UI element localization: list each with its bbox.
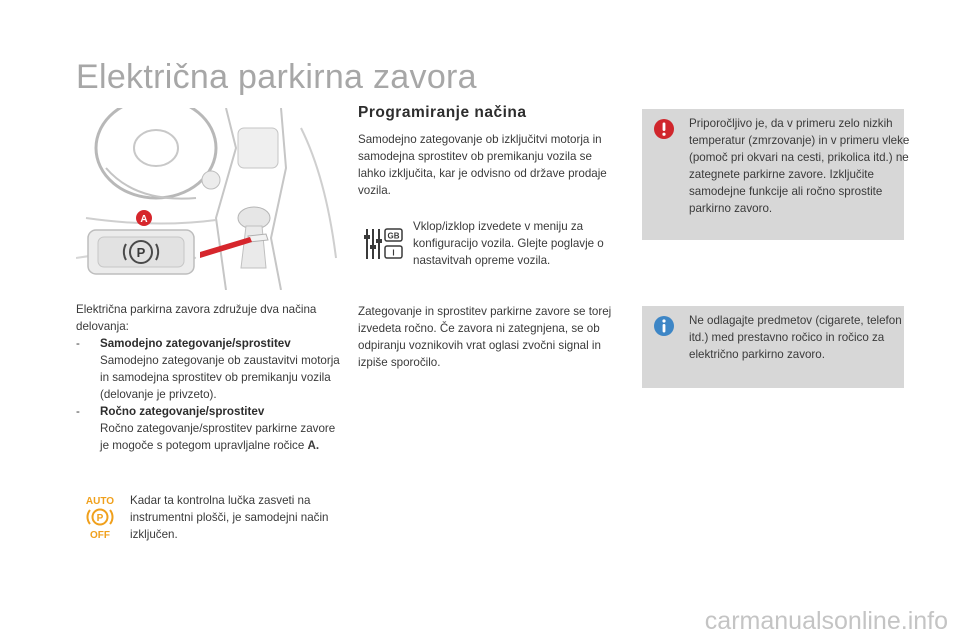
warning-exclamation-icon — [654, 119, 674, 139]
mode-heading: Ročno zategovanje/sprostitev — [100, 405, 265, 418]
programming-paragraph: Samodejno zategovanje ob izključitvi motorja in samodejna sprostitev ob premikanju vozila se lahko izključita, kar je odvisno od države prodaje vozila. — [358, 133, 607, 197]
intro-paragraph: Električna parkirna zavora združuje dva načina delovanja: — [76, 303, 317, 333]
release-paragraph: Zategovanje in sprostitev parkirne zavore se torej izvedeta ročno. Če zavora ni zategnjena, se ob odpiranju voznikovih vrat oglasi zvočni signal in izpiše sporočilo. — [358, 305, 612, 369]
info-text: Ne odlagajte predmetov (cigarete, telefon itd.) med prestavno ročico in ročico za električno parkirno zavoro. — [689, 314, 902, 361]
mode-text: Ročno zategovanje/sprostitev parkirne zavore je mogoče s potegom upravljalne ročice — [100, 422, 336, 452]
info-box — [642, 306, 904, 388]
list-dash: - — [76, 337, 80, 350]
parking-button-symbol: P — [136, 245, 146, 260]
warning-text: Priporočljivo je, da v primeru zelo nizkih temperatur (zmrzovanje) in v primeru vleke (pomoč pri okvari na cesti, prikolica itd.) ne zategnete parkirne zavore. Izključite samodejne funkcije ali ročno sprostite parkirno zavoro. — [689, 117, 910, 215]
svg-text:I: I — [392, 248, 395, 258]
auto-off-warning-icon — [84, 494, 116, 540]
list-item — [76, 335, 346, 403]
svg-text:AUTO: AUTO — [85, 496, 115, 507]
menu-note-paragraph: Vklop/izklop izvedete v meniju za konfiguracijo vozila. Glejte poglavje o nastavitvah opreme vozila. — [413, 220, 604, 267]
modes-list — [76, 335, 346, 454]
auto-off-paragraph: Kadar ta kontrolna lučka zasveti na instrumentni plošči, je samodejni način izključen. — [130, 494, 329, 541]
warning-box — [642, 109, 910, 240]
marker-a-label: A — [140, 214, 148, 225]
list-dash: - — [76, 405, 80, 418]
mode-text-bold: A. — [307, 439, 320, 452]
watermark: carmanualsonline.info — [704, 607, 948, 635]
info-icon — [654, 316, 674, 336]
svg-text:GB: GB — [387, 231, 400, 241]
mode-heading: Samodejno zategovanje/sprostitev — [100, 337, 291, 350]
svg-text:P: P — [96, 513, 104, 524]
parking-brake-illustration — [76, 108, 340, 290]
list-item — [76, 403, 346, 454]
page-title: Električna parkirna zavora — [76, 58, 477, 96]
settings-menu-icon — [362, 227, 404, 261]
section-heading: Programiranje načina — [358, 104, 527, 121]
svg-text:OFF: OFF — [90, 530, 110, 540]
mode-text: Samodejno zategovanje ob zaustavitvi motorja in samodejna sprostitev ob premikanju vozila (delovanje je privzeto). — [100, 354, 340, 401]
mode-text-wrap — [100, 420, 346, 454]
